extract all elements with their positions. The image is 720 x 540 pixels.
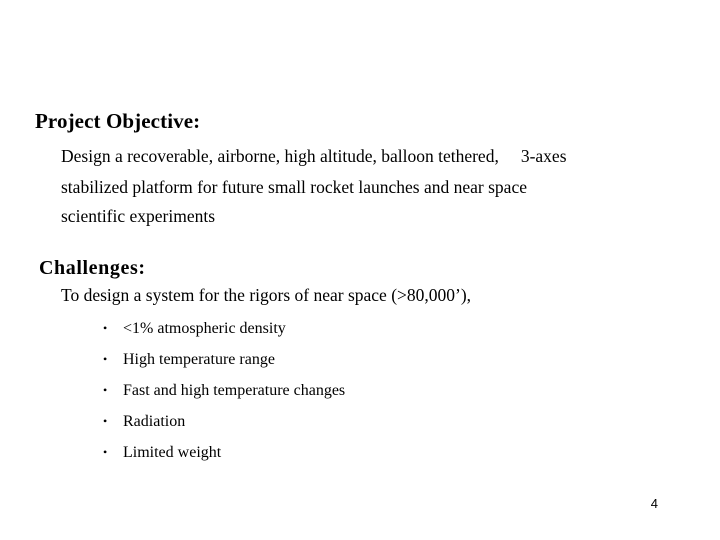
challenges-heading: Challenges: <box>39 257 146 279</box>
challenges-intro-text: To design a system for the rigors of near space (>80,000’), <box>61 285 472 305</box>
bullet-dot-icon: • <box>103 414 108 428</box>
bullet-item-label: High temperature range <box>123 350 275 368</box>
bullet-item-label: Radiation <box>123 412 186 430</box>
bullet-item-label: Fast and high temperature changes <box>123 381 346 399</box>
bullet-item-atmospheric-density <box>103 313 345 344</box>
objective-text-line-1-main: Design a recoverable, airborne, high altitude, balloon tethered, <box>61 146 499 166</box>
bullet-dot-icon: • <box>103 445 108 459</box>
bullet-item-radiation <box>103 406 345 437</box>
objective-text-line-1-tail: 3-axes <box>520 146 567 166</box>
bullet-item-label: Limited weight <box>123 443 222 461</box>
project-objective-heading: Project Objective: <box>35 109 201 133</box>
bullet-dot-icon: • <box>103 352 108 366</box>
page-number: 4 <box>650 496 658 511</box>
challenges-bullet-list <box>103 313 345 468</box>
objective-text-line-2: stabilized platform for future small rocket launches and near space <box>61 177 527 197</box>
bullet-item-limited-weight <box>103 437 345 468</box>
bullet-item-temperature-range <box>103 344 345 375</box>
bullet-dot-icon: • <box>103 321 108 335</box>
bullet-dot-icon: • <box>103 383 108 397</box>
bullet-item-label: <1% atmospheric density <box>123 319 286 337</box>
bullet-item-temperature-changes <box>103 375 345 406</box>
objective-text-line-3: scientific experiments <box>61 206 216 226</box>
objective-text-line-1 <box>61 146 567 167</box>
